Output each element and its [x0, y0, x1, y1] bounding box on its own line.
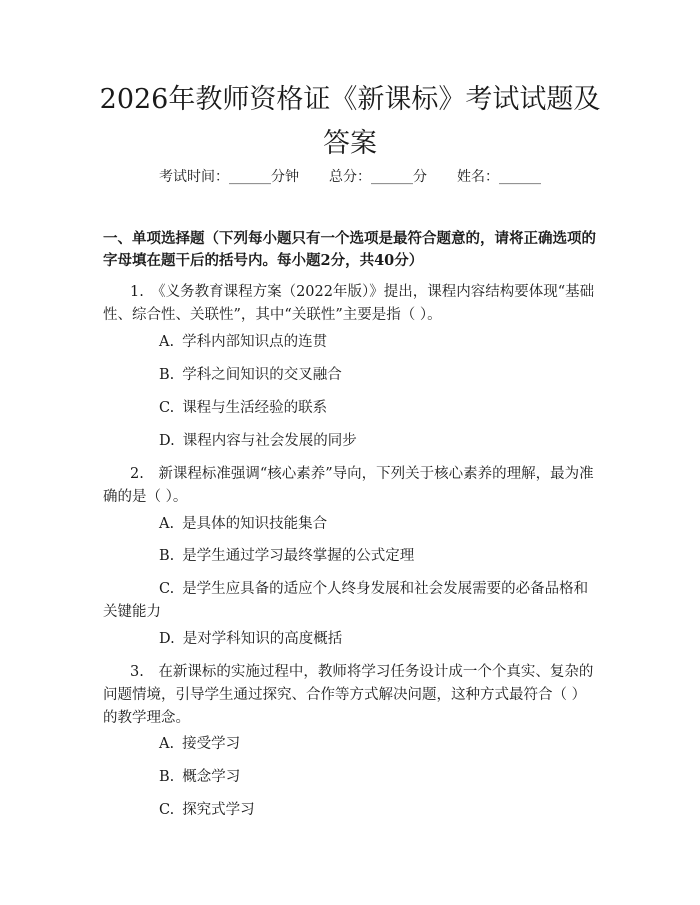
question-3-option-c: C. 探究式学习: [159, 802, 255, 818]
question-1-option-b: B. 学科之间知识的交叉融合: [159, 367, 342, 383]
question-2-option-a: A. 是具体的知识技能集合: [159, 516, 328, 532]
question-2-option-c: C. 是学生应具备的适应个人终身发展和社会发展需要的必备品格和关键能力: [103, 581, 589, 620]
document-title: 2026年教师资格证《新课标》考试试题及答案: [99, 84, 601, 159]
question-1-option-c: C. 课程与生活经验的联系: [159, 400, 328, 416]
question-3-option-b: B. 概念学习: [159, 769, 241, 785]
question-2-option-b: B. 是学生通过学习最终掌握的公式定理: [159, 548, 415, 564]
question-2-stem: 2. 新课程标准强调“核心素养”导向，下列关于核心素养的理解，最为准确的是（ ）。: [103, 466, 594, 505]
name-field: 姓名：______: [457, 169, 541, 185]
question-2-option-d: D. 是对学科知识的高度概括: [159, 631, 343, 647]
question-1-option-d: D. 课程内容与社会发展的同步: [159, 433, 357, 449]
exam-meta-line: [0, 166, 700, 188]
question-3-option-a: A. 接受学习: [159, 736, 241, 752]
exam-time-field: 考试时间：______分钟: [159, 169, 299, 185]
question-3-stem: 3. 在新课标的实施过程中，教师将学习任务设计成一个个真实、复杂的问题情境，引导学生通过探究、合作等方式解决问题，这种方式最符合（ ）的教学理念。: [103, 664, 594, 726]
question-1-stem: 1. 《义务教育课程方案（2022年版）》提出，课程内容结构要体现“基础性、综合性、关联性”，其中“关联性”主要是指（ ）。: [103, 284, 595, 323]
total-score-field: 总分：______分: [329, 169, 427, 185]
section-heading: 一、单项选择题（下列每小题只有一个选项是最符合题意的，请将正确选项的字母填在题干后的括号内。每小题2分，共40分）: [103, 230, 596, 269]
question-1-option-a: A. 学科内部知识点的连贯: [159, 334, 328, 350]
